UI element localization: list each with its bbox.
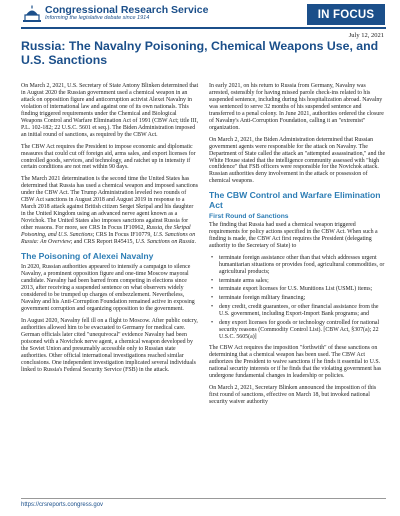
paragraph: On March 2, 2021, Secretary Blinken announced the imposition of this first round of sanctions, effective on March 18, but invoked national security waiver authority	[209, 384, 377, 405]
paragraph: In early 2021, on his return to Russia from Germany, Navalny was arrested, ostensibly for having missed parole check-ins related to his suspended sentence, including during his hospitalization abroad. Navalny was sentenced to serve 32 months of his suspended sentence and transferred to a penal colony. In June 2021, authorities ordered the closure of Navalny's Anti-Corruption Foundation, calling it an "extremist" organization.	[209, 83, 384, 131]
logo-tagline: Informing the legislative debate since 1914	[45, 15, 150, 21]
left-column	[21, 83, 199, 379]
section-heading: The Poisoning of Alexei Navalny	[21, 250, 154, 261]
list-item: • deny credit, credit guarantees, or other financial assistance from the U.S. government, including Export-Import Bank programs; and	[219, 304, 387, 318]
paragraph: On March 2, 2021, the Biden Administration determined that Russian government agents were responsible for the attack on Navalny. The Department of State called the attack an "attempted assassination," and the White House stated that the intelligence community assessed with "high confidence" that FSB officers were responsible for the Novichok attack. Russian authorities deny involvement in the attack or possession of chemical weapons.	[209, 136, 386, 185]
text-run: .	[194, 239, 196, 246]
crs-dome-logo-icon	[21, 5, 43, 23]
footer-link[interactable]: https://crsreports.congress.gov	[21, 502, 104, 508]
paragraph	[21, 176, 199, 246]
list-item: • terminate arms sales;	[219, 278, 387, 285]
subsection-heading: First Round of Sanctions	[209, 213, 289, 221]
paragraph: The CBW Act requires the President to impose economic and diplomatic measures that could cut off foreign aid, arms sales, and export licenses for controlled goods, services, and technology, and ratchet up in intensity if certain conditions are not met within 90 days.	[21, 143, 196, 171]
text-run: ; CRS In Focus IF10779,	[92, 232, 152, 239]
footer-rule	[21, 498, 386, 499]
report-title-ref: U.S. Sanctions on Russia	[135, 239, 195, 246]
right-column	[209, 83, 387, 411]
logo-title: Congressional Research Service	[45, 4, 209, 16]
sanctions-list	[209, 255, 387, 341]
list-item: • terminate foreign assistance other than that which addresses urgent humanitarian situations or provides food, agricultural commodities, or agricultural products;	[219, 255, 387, 276]
header-rule	[21, 27, 386, 29]
list-item: • terminate export licenses for U.S. Munitions List (USML) items;	[219, 286, 387, 293]
paragraph: The CBW Act requires the imposition "forthwith" of these sanctions on determining that a chemical weapon has been used. The CBW Act authorizes the President to waive sanctions if he finds it essential to U.S. national security interests or if he finds that the violating government has undergone fundamental changes in leadership or policies.	[209, 345, 382, 379]
paragraph: In 2020, Russian authorities appeared to intensify a campaign to silence Navalny, a prominent opposition figure and one-time Moscow mayoral candidate. Navalny had been barred from competing in elections since 2013, after receiving a suspended sentence on what observers widely considered to be trumped up charges of embezzlement. Nevertheless, Navalny and his Anti-Corruption Foundation remained active in exposing government corruption and organizing opposition to the government.	[21, 264, 195, 313]
page-title: Russia: The Navalny Poisoning, Chemical Weapons Use, and U.S. Sanctions	[21, 39, 379, 67]
section-heading: The CBW Control and Warfare Elimination Act	[209, 190, 381, 210]
list-item: • terminate foreign military financing;	[219, 295, 387, 302]
paragraph: On March 2, 2021, U.S. Secretary of State Antony Blinken determined that in August 2020 the Russian government used a chemical weapon in an attack on opposition figure and anticorruption activist Alexei Navalny in violation of international law and against one of its own nationals. This finding triggered requirements under the Chemical and Biological Weapons Control and Warfare Elimination Act of 1991 (CBW Act; title III, P.L. 102-182; 22 U.S.C. 5601 et seq.). The Biden Administration imposed an initial round of sanctions, as required by the CBW Act.	[21, 83, 199, 138]
paragraph: The finding that Russia had used a chemical weapon triggered requirements for policy actions specified in the CBW Act. When such a finding is made, the CBW Act first requires the President (delegating authority to the Secretary of State) to	[209, 221, 378, 249]
paragraph: In August 2020, Navalny fell ill on a flight to Moscow. After public outcry, authorities allowed him to be evacuated to Germany for medical care. German officials later cited "unequivocal" evidence Navalny had been poisoned with a Novichok nerve agent, a chemical weapon developed by the Soviet Union and presumably accessible only to Russian state authorities. Other official international investigations reached similar conclusions. One independent investigation implicated several individuals linked to Russia's Federal Security Service (FSB) in the attack.	[21, 318, 198, 373]
publication-date: July 12, 2021	[348, 32, 384, 39]
report-title-ref: Russia, the Skripal Poisoning, and U.S. Sanctions	[21, 225, 191, 239]
list-item: • deny export licenses for goods or technology controlled for national security reasons (Commodity Control List). [CBW Act, §307(a); 22 U.S.C. 5605(a)]	[219, 320, 387, 341]
text-run: The March 2021 determination is the second time the United States has determined that Russia has used a chemical weapon and imposed sanctions under the CBW Act. The Trump Administration leveled two rounds of CBW Act sanctions in August 2018 and August 2019 in response to a March 2018 attack against British citizen Sergei Skripal and his daughter in the United Kingdom using an advanced nerve agent known as a Novichok. The United States also imposes sanctions against Russia for other reasons. For more, see CRS In Focus IF10962,	[21, 176, 198, 232]
text-run: ; and CRS Report R45415,	[70, 239, 134, 246]
series-badge: IN FOCUS	[307, 4, 385, 25]
report-header	[0, 0, 400, 27]
report-title-ref: U.S. Sanctions on Russia: An Overview	[21, 232, 196, 246]
